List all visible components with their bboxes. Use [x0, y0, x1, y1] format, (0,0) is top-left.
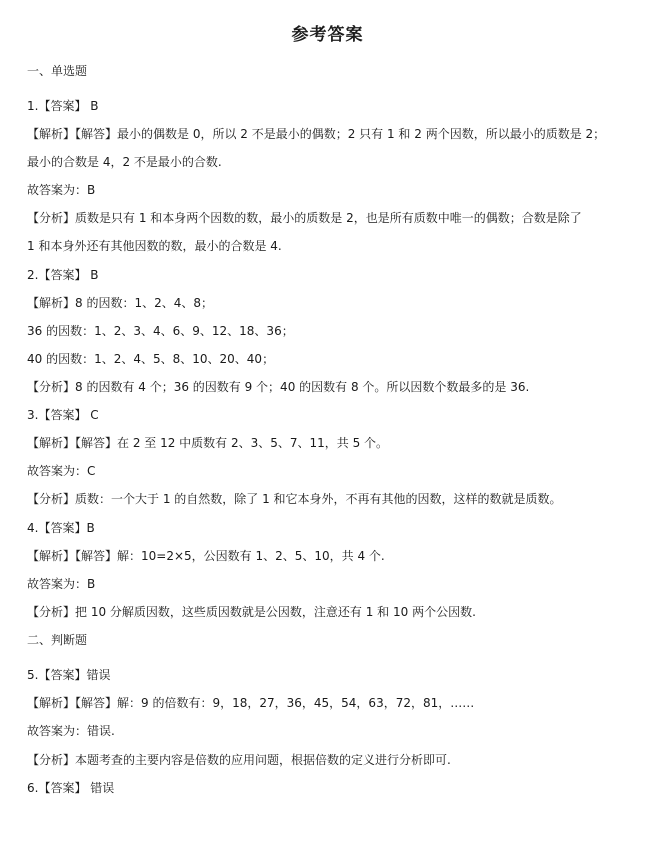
answer-q5: 5.【答案】错误: [27, 668, 111, 682]
section-heading-single-choice: 一、单选题: [27, 64, 88, 78]
analysis-q1: 【解析】【解答】最小的偶数是 0，所以 2 不是最小的偶数；2 只有 1 和 2 两个因数，所以最小的质数是 2；: [27, 127, 606, 141]
analysis-q2-line2: 36 的因数：1、2、3、4、6、9、12、18、36；: [27, 324, 294, 338]
explanation-q3: 【分析】质数：一个大于 1 的自然数，除了 1 和它本身外，不再有其他的因数，这样的数就是质数。: [27, 492, 562, 506]
final-answer-q3: 故答案为：C: [27, 464, 96, 478]
analysis-q2: 【解析】8 的因数：1、2、4、8；: [27, 296, 213, 310]
answer-q4: 4.【答案】B: [27, 521, 95, 535]
explanation-q4: 【分析】把 10 分解质因数，这些质因数就是公因数，注意还有 1 和 10 两个公因数.: [27, 605, 476, 619]
answer-q1: 1.【答案】 B: [27, 99, 99, 113]
analysis-q2-line3: 40 的因数：1、2、4、5、8、10、20、40；: [27, 352, 275, 366]
explanation-q5: 【分析】本题考查的主要内容是倍数的应用问题，根据倍数的定义进行分析即可.: [27, 753, 451, 767]
explanation-q1: 【分析】质数是只有 1 和本身两个因数的数，最小的质数是 2，也是所有质数中唯一的偶数；合数是除了: [27, 211, 582, 225]
answer-q2: 2.【答案】 B: [27, 268, 99, 282]
analysis-q5: 【解析】【解答】解：9 的倍数有：9，18，27，36，45，54，63，72，81，……: [27, 696, 475, 710]
final-answer-q4: 故答案为：B: [27, 577, 96, 591]
section-heading-true-false: 二、判断题: [27, 633, 88, 647]
answer-q6: 6.【答案】 错误: [27, 781, 115, 795]
final-answer-q1: 故答案为：B: [27, 183, 96, 197]
final-answer-q5: 故答案为：错误.: [27, 724, 115, 738]
explanation-q1-cont: 1 和本身外还有其他因数的数，最小的合数是 4.: [27, 239, 282, 253]
page-title: 参考答案: [291, 25, 364, 45]
analysis-q4: 【解析】【解答】解：10=2×5，公因数有 1、2、5、10，共 4 个.: [27, 549, 385, 563]
analysis-q3: 【解析】【解答】在 2 至 12 中质数有 2、3、5、7、11，共 5 个。: [27, 436, 389, 450]
analysis-q1-cont: 最小的合数是 4，2 不是最小的合数.: [27, 155, 222, 169]
explanation-q2: 【分析】8 的因数有 4 个；36 的因数有 9 个；40 的因数有 8 个。所以因数个数最多的是 36.: [27, 380, 530, 394]
answer-q3: 3.【答案】 C: [27, 408, 99, 422]
